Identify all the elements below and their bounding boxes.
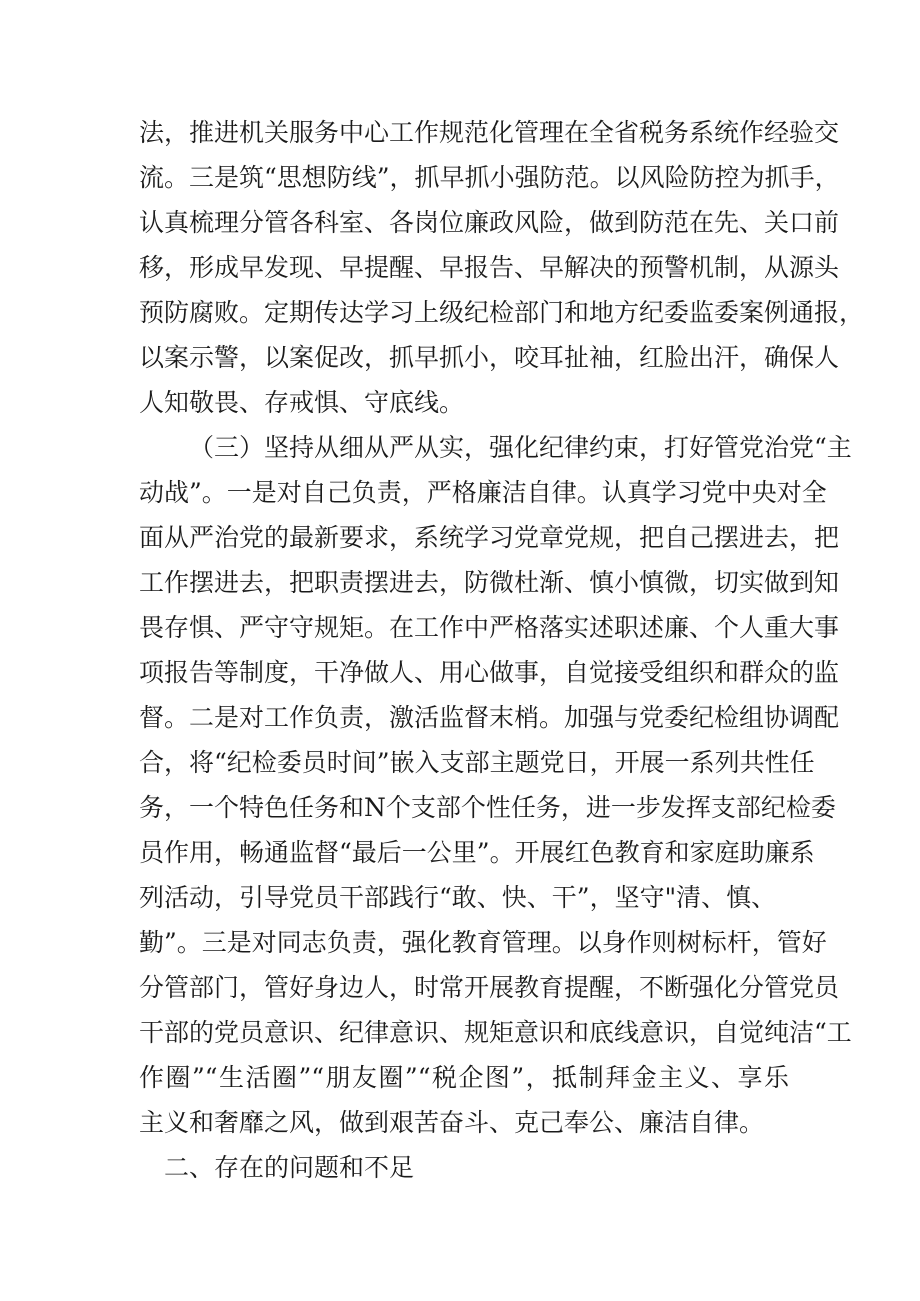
paragraph-line: 预防腐败。定期传达学习上级纪检部门和地方纪委监委案例通报， (139, 298, 865, 327)
paragraph-line: 合，将“纪检委员时间”嵌入支部主题党日，开展一系列共性任 (139, 748, 815, 777)
paragraph-line: 面从严治党的最新要求，系统学习党章党规，把自己摆进去，把 (139, 523, 840, 552)
paragraph-line: 勤”。三是对同志负责，强化教育管理。以身作则树标杆，管好 (139, 928, 827, 957)
paragraph-line: 务，一个特色任务和N个支部个性任务，进一步发挥支部纪检委 (139, 793, 836, 822)
paragraph-line: 动战”。一是对自己负责，严格廉洁自律。认真学习党中央对全 (139, 478, 827, 507)
paragraph-line: 以案示警，以案促改，抓早抓小，咬耳扯袖，红脸出汗，确保人 (139, 343, 840, 372)
paragraph-line: 畏存惧、严守守规矩。在工作中严格落实述职述廉、个人重大事 (139, 613, 840, 642)
paragraph-line: 法，推进机关服务中心工作规范化管理在全省税务系统作经验交 (139, 118, 840, 147)
paragraph-line: 认真梳理分管各科室、各岗位廉政风险，做到防范在先、关口前 (139, 208, 840, 237)
paragraph-line: 干部的党员意识、纪律意识、规矩意识和底线意识，自觉纯洁“工 (139, 1018, 852, 1047)
paragraph-line: 移，形成早发现、早提醒、早报告、早解决的预警机制，从源头 (139, 253, 840, 282)
paragraph-line: 流。三是筑“思想防线”，抓早抓小强防范。以风险防控为抓手， (139, 163, 840, 192)
paragraph-line: 督。二是对工作负责，激活监督末梢。加强与党委纪检组协调配 (139, 703, 840, 732)
paragraph-line: 员作用，畅通监督“最后一公里”。开展红色教育和家庭助廉系 (139, 838, 815, 867)
paragraph-line: 列活动，引导党员干部践行“敢、快、干”，坚守"清、慎、 (139, 883, 777, 912)
section-heading: 二、存在的问题和不足 (164, 1153, 415, 1182)
paragraph-line: 作圈”“生活圈”“朋友圈”“税企图”，抵制拜金主义、享乐 (139, 1063, 789, 1092)
paragraph-line: 工作摆进去，把职责摆进去，防微杜渐、慎小慎微，切实做到知 (139, 568, 840, 597)
paragraph-line: 主义和奢靡之风，做到艰苦奋斗、克己奉公、廉洁自律。 (139, 1108, 765, 1137)
paragraph-line: 分管部门，管好身边人，时常开展教育提醒，不断强化分管党员 (139, 973, 840, 1002)
paragraph-line: （三）坚持从细从严从实，强化纪律约束，打好管党治党“主 (189, 433, 852, 462)
paragraph-line: 项报告等制度，干净做人、用心做事，自觉接受组织和群众的监 (139, 658, 840, 687)
paragraph-line: 人知敬畏、存戒惧、守底线。 (139, 388, 465, 417)
